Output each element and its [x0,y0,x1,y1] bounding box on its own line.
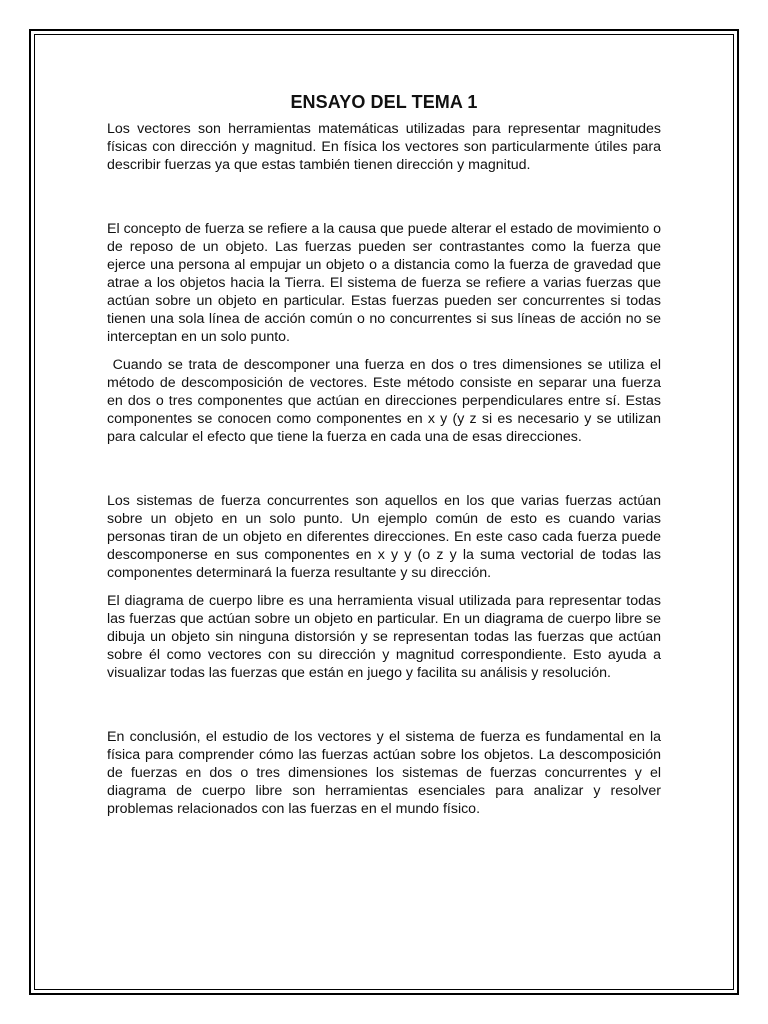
paragraph-conclusion: En conclusión, el estudio de los vectores y el sistema de fuerza es fundamental en la física para comprender cómo las fuerzas actúan sobre los objetos. La descomposición de fuerzas en dos o tres dimensiones los sistemas de fuerzas concurrentes y el diagrama de cuerpo libre son herramientas esenciales para analizar y resolver problemas relacionados con las fuerzas en el mundo físico. [107,729,661,817]
paragraph-vectors-intro: Los vectores son herramientas matemáticas utilizadas para representar magnitudes físicas con dirección y magnitud. En física los vectores son particularmente útiles para describir fuerzas ya que estas también tienen dirección y magnitud. [107,121,661,173]
paragraph-vector-decomposition: Cuando se trata de descomponer una fuerza en dos o tres dimensiones se utiliza el método de descomposición de vectores. Este método consiste en separar una fuerza en dos o tres componentes que actúan en direcciones perpendiculares entre sí. Estas componentes se conocen como componentes en x y (y z si es necesario y se utilizan para calcular el efecto que tiene la fuerza en cada una de esas direcciones. [107,357,665,445]
paragraph-concurrent-systems: Los sistemas de fuerza concurrentes son aquellos en los que varias fuerzas actúan sobre un objeto en un solo punto. Un ejemplo común de esto es cuando varias personas tiran de un objeto en diferentes direcciones. En este caso cada fuerza puede descomponerse en sus componentes en x y y (o z y la suma vectorial de todas las componentes determinará la fuerza resultante y su dirección. [107,493,661,581]
paragraph-force-concept: El concepto de fuerza se refiere a la causa que puede alterar el estado de movimiento o de reposo de un objeto. Las fuerzas pueden ser contrastantes como la fuerza que ejerce una persona al empujar un objeto o a distancia como la fuerza de gravedad que atrae a los objetos hacia la Tierra. El sistema de fuerza se refiere a varias fuerzas que actúan sobre un objeto en particular. Estas fuerzas pueden ser concurrentes si todas tienen una sola línea de acción común o no concurrentes si sus líneas de acción no se interceptan en un solo punto. [107,221,661,345]
document-body [107,90,665,818]
document-title: ENSAYO DEL TEMA 1 [290,92,478,112]
paragraph-free-body-diagram: El diagrama de cuerpo libre es una herramienta visual utilizada para representar todas las fuerzas que actúan sobre un objeto en particular. En un diagrama de cuerpo libre se dibuja un objeto sin ninguna distorsión y se representan todas las fuerzas que actúan sobre él como vectores con su dirección y magnitud correspondiente. Esto ayuda a visualizar todas las fuerzas que están en juego y facilita su análisis y resolución. [107,593,661,681]
